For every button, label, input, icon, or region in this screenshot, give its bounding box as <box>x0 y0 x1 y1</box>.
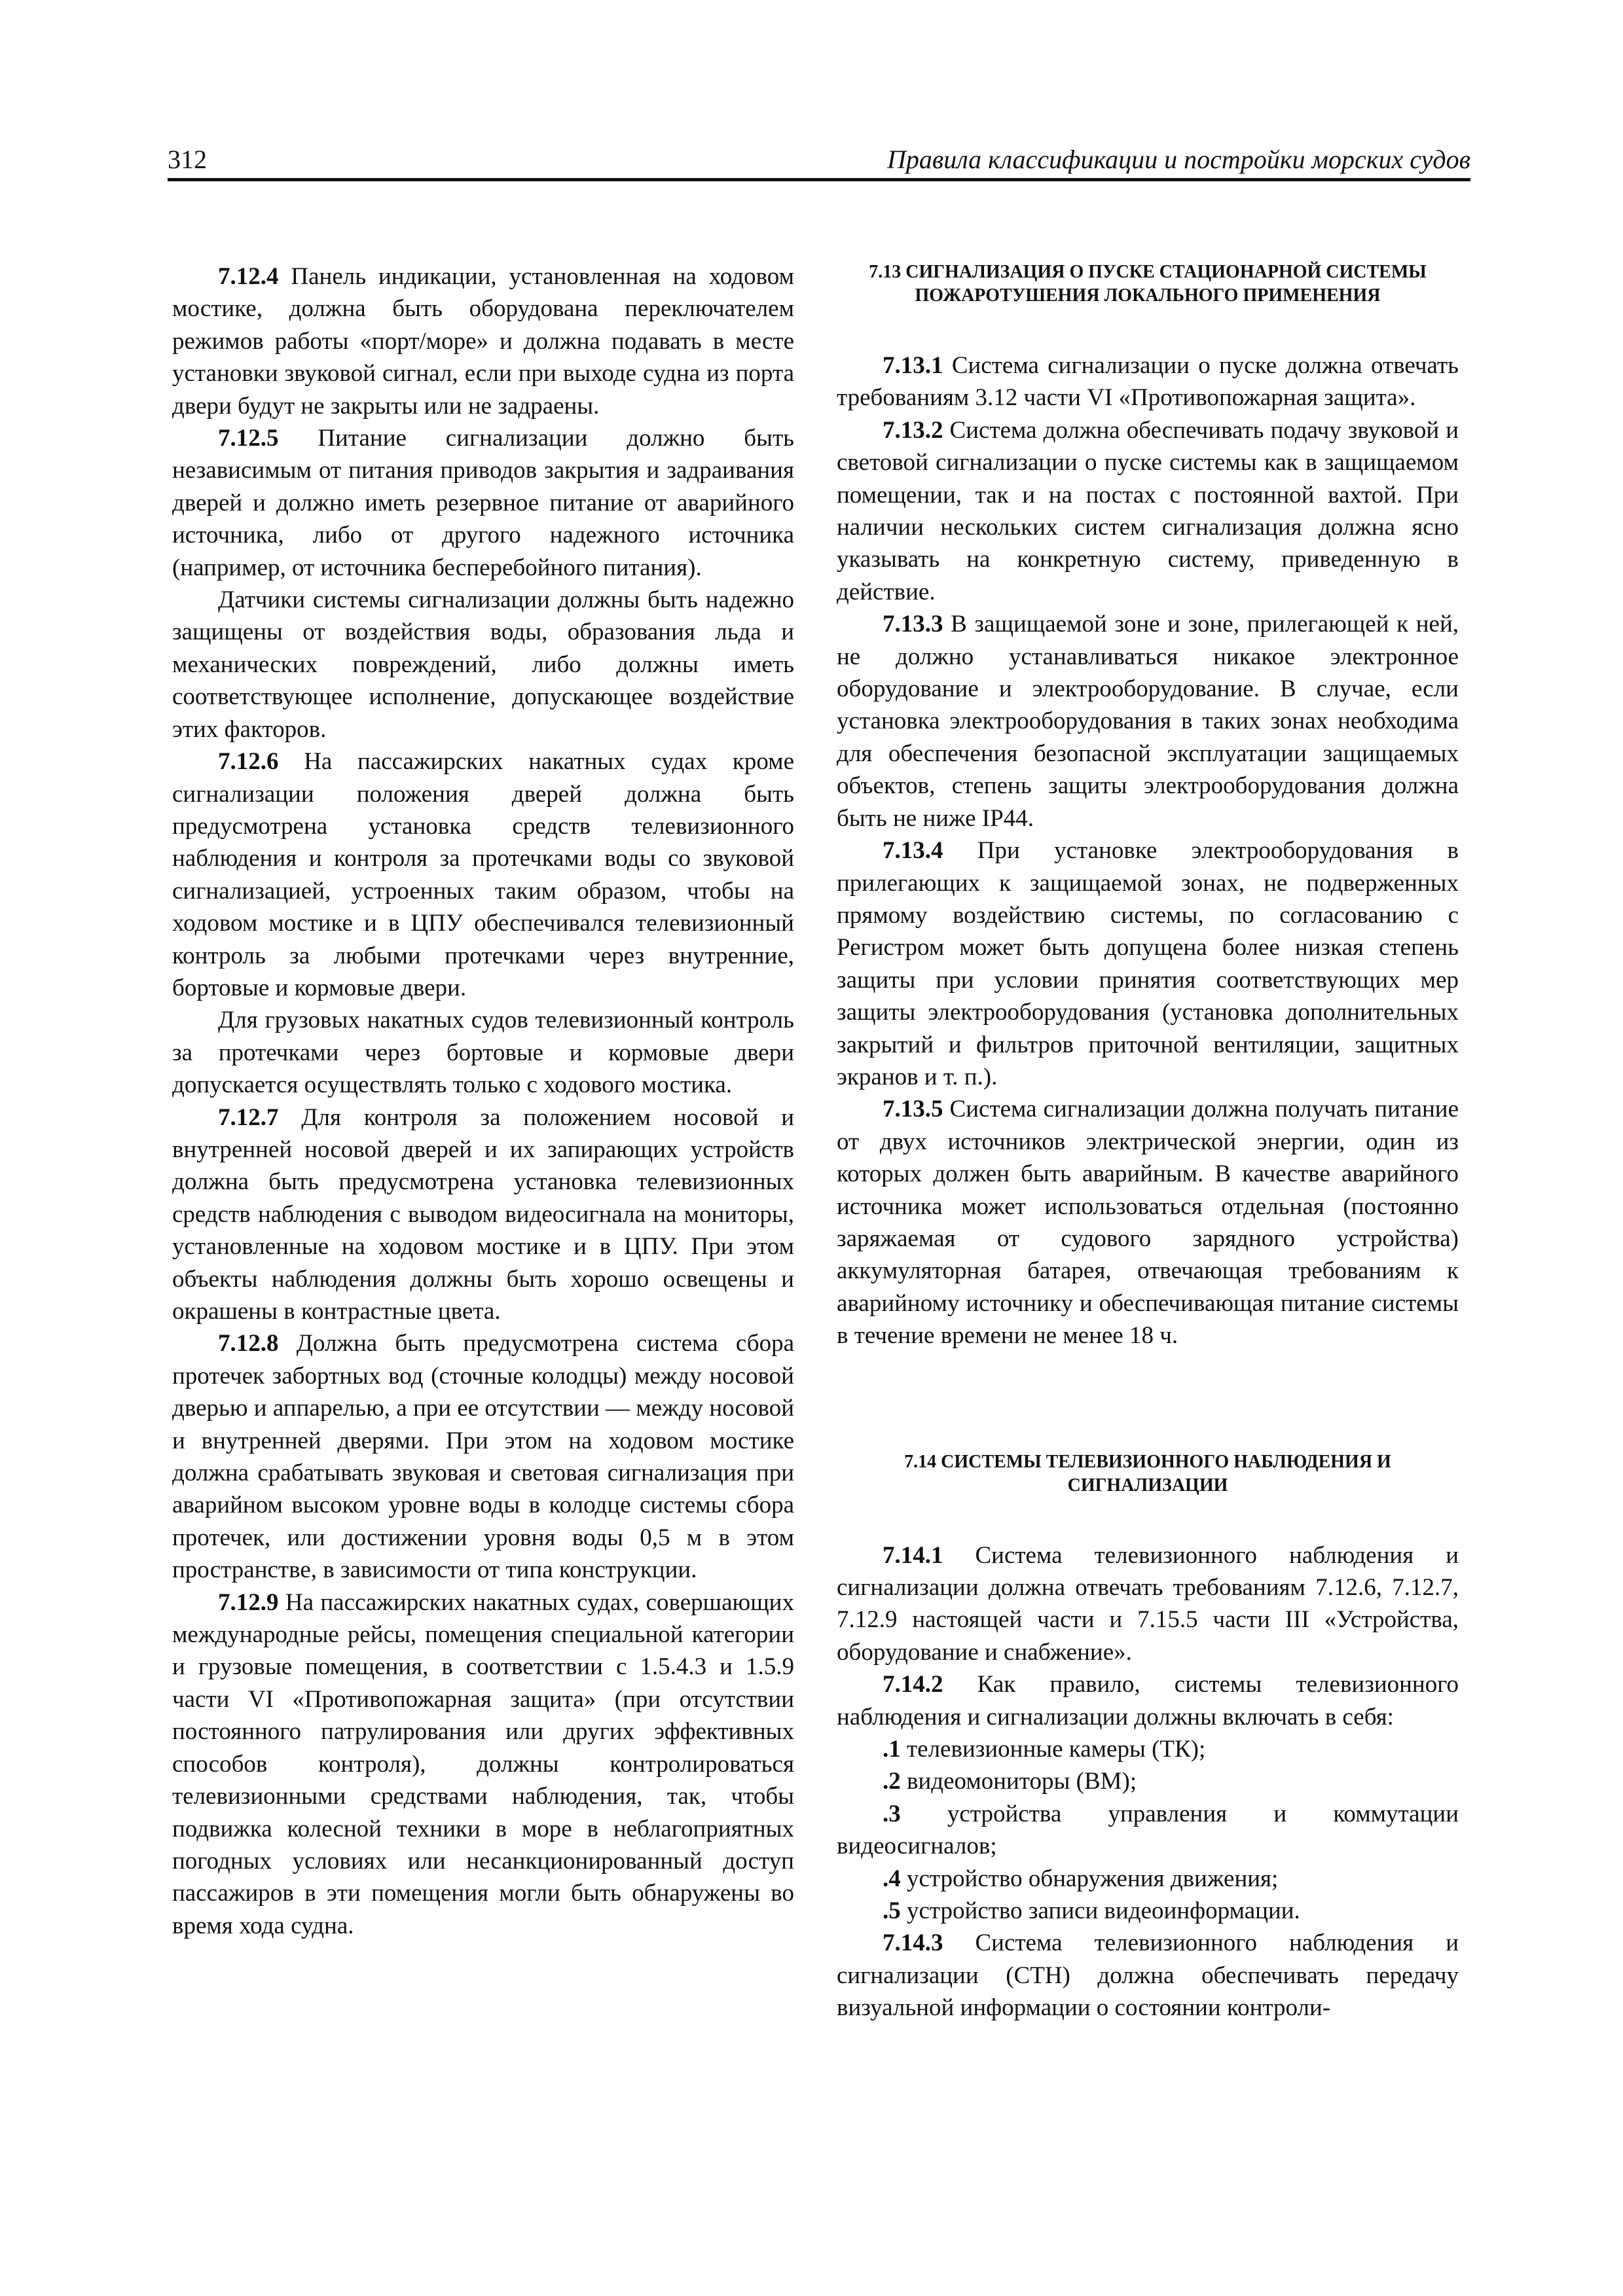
clause-number: 7.12.5 <box>218 425 279 452</box>
clause-number: 7.13.2 <box>883 416 943 444</box>
paragraph-7-12-7 <box>172 1102 794 1328</box>
right-column <box>837 260 1459 2024</box>
paragraph-7-13-1 <box>837 350 1459 414</box>
clause-text: На пассажирских накатных судах, совершающих международные рейсы, помещения специальной категории и грузовые помещения, в соответствии с 1.5.4.3 и 1.5.9 части VI «Противопожарная защита» (при отсутствии постоянного патрулирования или других эффективных способов контроля), должны контролироваться телевизионными средствами наблюдения, так, чтобы подвижка колесной техники в море в неблагоприятных погодных условиях или несанкционированный доступ пассажиров в эти помещения могли быть обнаружены во время хода судна. <box>172 1588 794 1939</box>
page-header <box>168 143 1470 182</box>
clause-text: Система сигнализации о пуске должна отвечать требованиям 3.12 части VI «Противопожарная защита». <box>837 352 1459 412</box>
list-text: телевизионные камеры (ТК); <box>900 1736 1206 1763</box>
paragraph-sensors <box>172 584 794 745</box>
paragraph-7-13-4 <box>837 834 1459 1093</box>
clause-number: 7.12.7 <box>218 1103 279 1131</box>
clause-text: В защищаемой зоне и зоне, прилегающей к ней, не должно устанавливаться никакое электронное оборудование и электрооборудование. В случае, если установка электрооборудования в таких зонах необходима для обеспечения безопасной эксплуатации защищаемых объектов, степень защиты электрооборудования должна быть не ниже IP44. <box>837 611 1459 832</box>
paragraph-7-13-2 <box>837 414 1459 608</box>
list-item-1 <box>837 1733 1459 1765</box>
clause-text: Панель индикации, установленная на ходовом мостике, должна быть оборудована переключателем режимов работы «порт/море» и должна подавать в месте установки звуковой сигнал, если при выходе судна из порта двери будут не закрыты или не задраены. <box>172 263 794 420</box>
list-item-3 <box>837 1798 1459 1863</box>
clause-text: Питание сигнализации должно быть независимым от питания приводов закрытия и задраивания дверей и должно иметь резервное питание от аварийного источника, либо от другого надежного источника (например, от источника бесперебойного питания). <box>172 425 794 581</box>
spacer <box>837 1352 1459 1450</box>
paragraph-7-13-5 <box>837 1093 1459 1352</box>
list-number: .3 <box>883 1800 901 1827</box>
list-text: устройства управления и коммутации видеосигналов; <box>837 1800 1459 1860</box>
clause-number: 7.12.9 <box>218 1588 279 1616</box>
list-item-5 <box>837 1895 1459 1927</box>
list-number: .5 <box>883 1897 901 1925</box>
page-number: 312 <box>168 145 207 174</box>
clause-text: На пассажирских накатных судах кроме сигнализации положения дверей должна быть предусмотрена установка средств телевизионного наблюдения и контроля за протечками воды со звуковой сигнализацией, устроенных таким образом, чтобы на ходовом мостике и в ЦПУ обеспечивался телевизионный контроль за любыми протечками через внутренние, бортовые и кормовые двери. <box>172 748 794 1001</box>
spacer <box>837 308 1459 350</box>
list-number: .2 <box>883 1768 901 1795</box>
clause-text: Система сигнализации должна получать питание от двух источников электрической энергии, один из которых должен быть аварийным. В качестве аварийного источника может использоваться отдельная (постоянно заряжаемая от судового зарядного устройства) аккумуляторная батарея, отвечающая требованиям к аварийному источнику и обеспечивающая питание системы в течение времени не менее 18 ч. <box>837 1096 1459 1350</box>
clause-text: Должна быть предусмотрена система сбора протечек забортных вод (сточные колодцы) между носовой дверью и аппарелью, а при ее отсутствии — между носовой и внутренней дверями. При этом на ходовом мостике должна срабатывать звуковая и световая сигнализация при аварийном высоком уровне воды в колодце системы сбора протечек, или достижении уровня воды 0,5 м в этом пространстве, в зависимости от типа конструкции. <box>172 1330 794 1584</box>
clause-number: 7.12.6 <box>218 748 279 776</box>
paragraph-7-14-1 <box>837 1539 1459 1669</box>
spacer <box>837 1498 1459 1539</box>
list-text: устройство записи видеоинформации. <box>900 1897 1300 1925</box>
paragraph-7-12-4 <box>172 260 794 422</box>
list-number: .1 <box>883 1736 901 1763</box>
running-title: Правила классификации и постройки морских судов <box>886 145 1470 174</box>
list-item-2 <box>837 1765 1459 1797</box>
clause-number: 7.14.3 <box>883 1929 943 1957</box>
clause-number: 7.12.4 <box>218 263 279 290</box>
clause-text: Система телевизионного наблюдения и сигнализации должна отвечать требованиям 7.12.6, 7.12.7, 7.12.9 настоящей части и 7.15.5 части III «Устройства, оборудование и снабжение». <box>837 1541 1459 1666</box>
clause-text: Для грузовых накатных судов телевизионный контроль за протечками через бортовые и кормовые двери допускается осуществлять только с ходового мостика. <box>172 1007 794 1099</box>
clause-number: 7.13.4 <box>883 837 943 865</box>
paragraph-7-14-2 <box>837 1668 1459 1733</box>
list-number: .4 <box>883 1865 901 1892</box>
clause-number: 7.13.3 <box>883 611 943 638</box>
paragraph-7-12-9 <box>172 1587 794 1942</box>
clause-text: Датчики системы сигнализации должны быть надежно защищены от воздействия воды, образования льда и механических повреждений, либо должны иметь соответствующее исполнение, допускающее воздействие этих факторов. <box>172 586 794 743</box>
clause-number: 7.14.1 <box>883 1541 943 1569</box>
section-heading-7-14: 7.14 СИСТЕМЫ ТЕЛЕВИЗИОННОГО НАБЛЮДЕНИЯ И СИГНАЛИЗАЦИИ <box>904 1451 1391 1496</box>
list-text: устройство обнаружения движения; <box>900 1865 1279 1892</box>
clause-text: Система должна обеспечивать подачу звуковой и световой сигнализации о пуске системы как в защищаемом помещении, так и на постах с постоянной вахтой. При наличии нескольких систем сигнализация должна ясно указывать на конкретную систему, приведенную в действие. <box>837 416 1459 605</box>
section-heading-7-13: 7.13 СИГНАЛИЗАЦИЯ О ПУСКЕ СТАЦИОНАРНОЙ СИСТЕМЫ ПОЖАРОТУШЕНИЯ ЛОКАЛЬНОГО ПРИМЕНЕНИЯ <box>869 262 1427 306</box>
paragraph-7-12-5 <box>172 422 794 584</box>
clause-number: 7.12.8 <box>218 1330 279 1357</box>
header-rule <box>168 178 1470 181</box>
clause-text: При установке электрооборудования в прилегающих к защищаемой зонах, не подверженных прямому воздействию системы, по согласованию с Регистром может быть допущена более низкая степень защиты при условии принятия соответствующих мер защиты электрооборудования (установка дополнительных закрытий и фильтров приточной вентиляции, защитных экранов и т. п.). <box>837 837 1459 1090</box>
list-text: видеомониторы (ВМ); <box>900 1768 1137 1795</box>
list-item-4 <box>837 1863 1459 1895</box>
paragraph-7-13-3 <box>837 608 1459 834</box>
clause-number: 7.14.2 <box>883 1671 943 1698</box>
left-column <box>172 260 794 1942</box>
paragraph-7-12-6 <box>172 745 794 1004</box>
clause-number: 7.13.1 <box>883 352 943 379</box>
clause-text: Как правило, системы телевизионного наблюдения и сигнализации должны включать в себя: <box>837 1671 1459 1731</box>
paragraph-7-14-3 <box>837 1927 1459 2024</box>
clause-text: Для контроля за положением носовой и внутренней носовой дверей и их запирающих устройств должна быть предусмотрена установка телевизионных средств наблюдения с выводом видеосигнала на мониторы, установленные на ходовом мостике и в ЦПУ. При этом объекты наблюдения должны быть хорошо освещены и окрашены в контрастные цвета. <box>172 1103 794 1325</box>
clause-text: Система телевизионного наблюдения и сигнализации (СТН) должна обеспечивать передачу визуальной информации о состоянии контроли- <box>837 1929 1459 2022</box>
clause-number: 7.13.5 <box>883 1096 943 1123</box>
paragraph-7-12-8 <box>172 1327 794 1586</box>
paragraph-cargo-ro-ro <box>172 1004 794 1101</box>
